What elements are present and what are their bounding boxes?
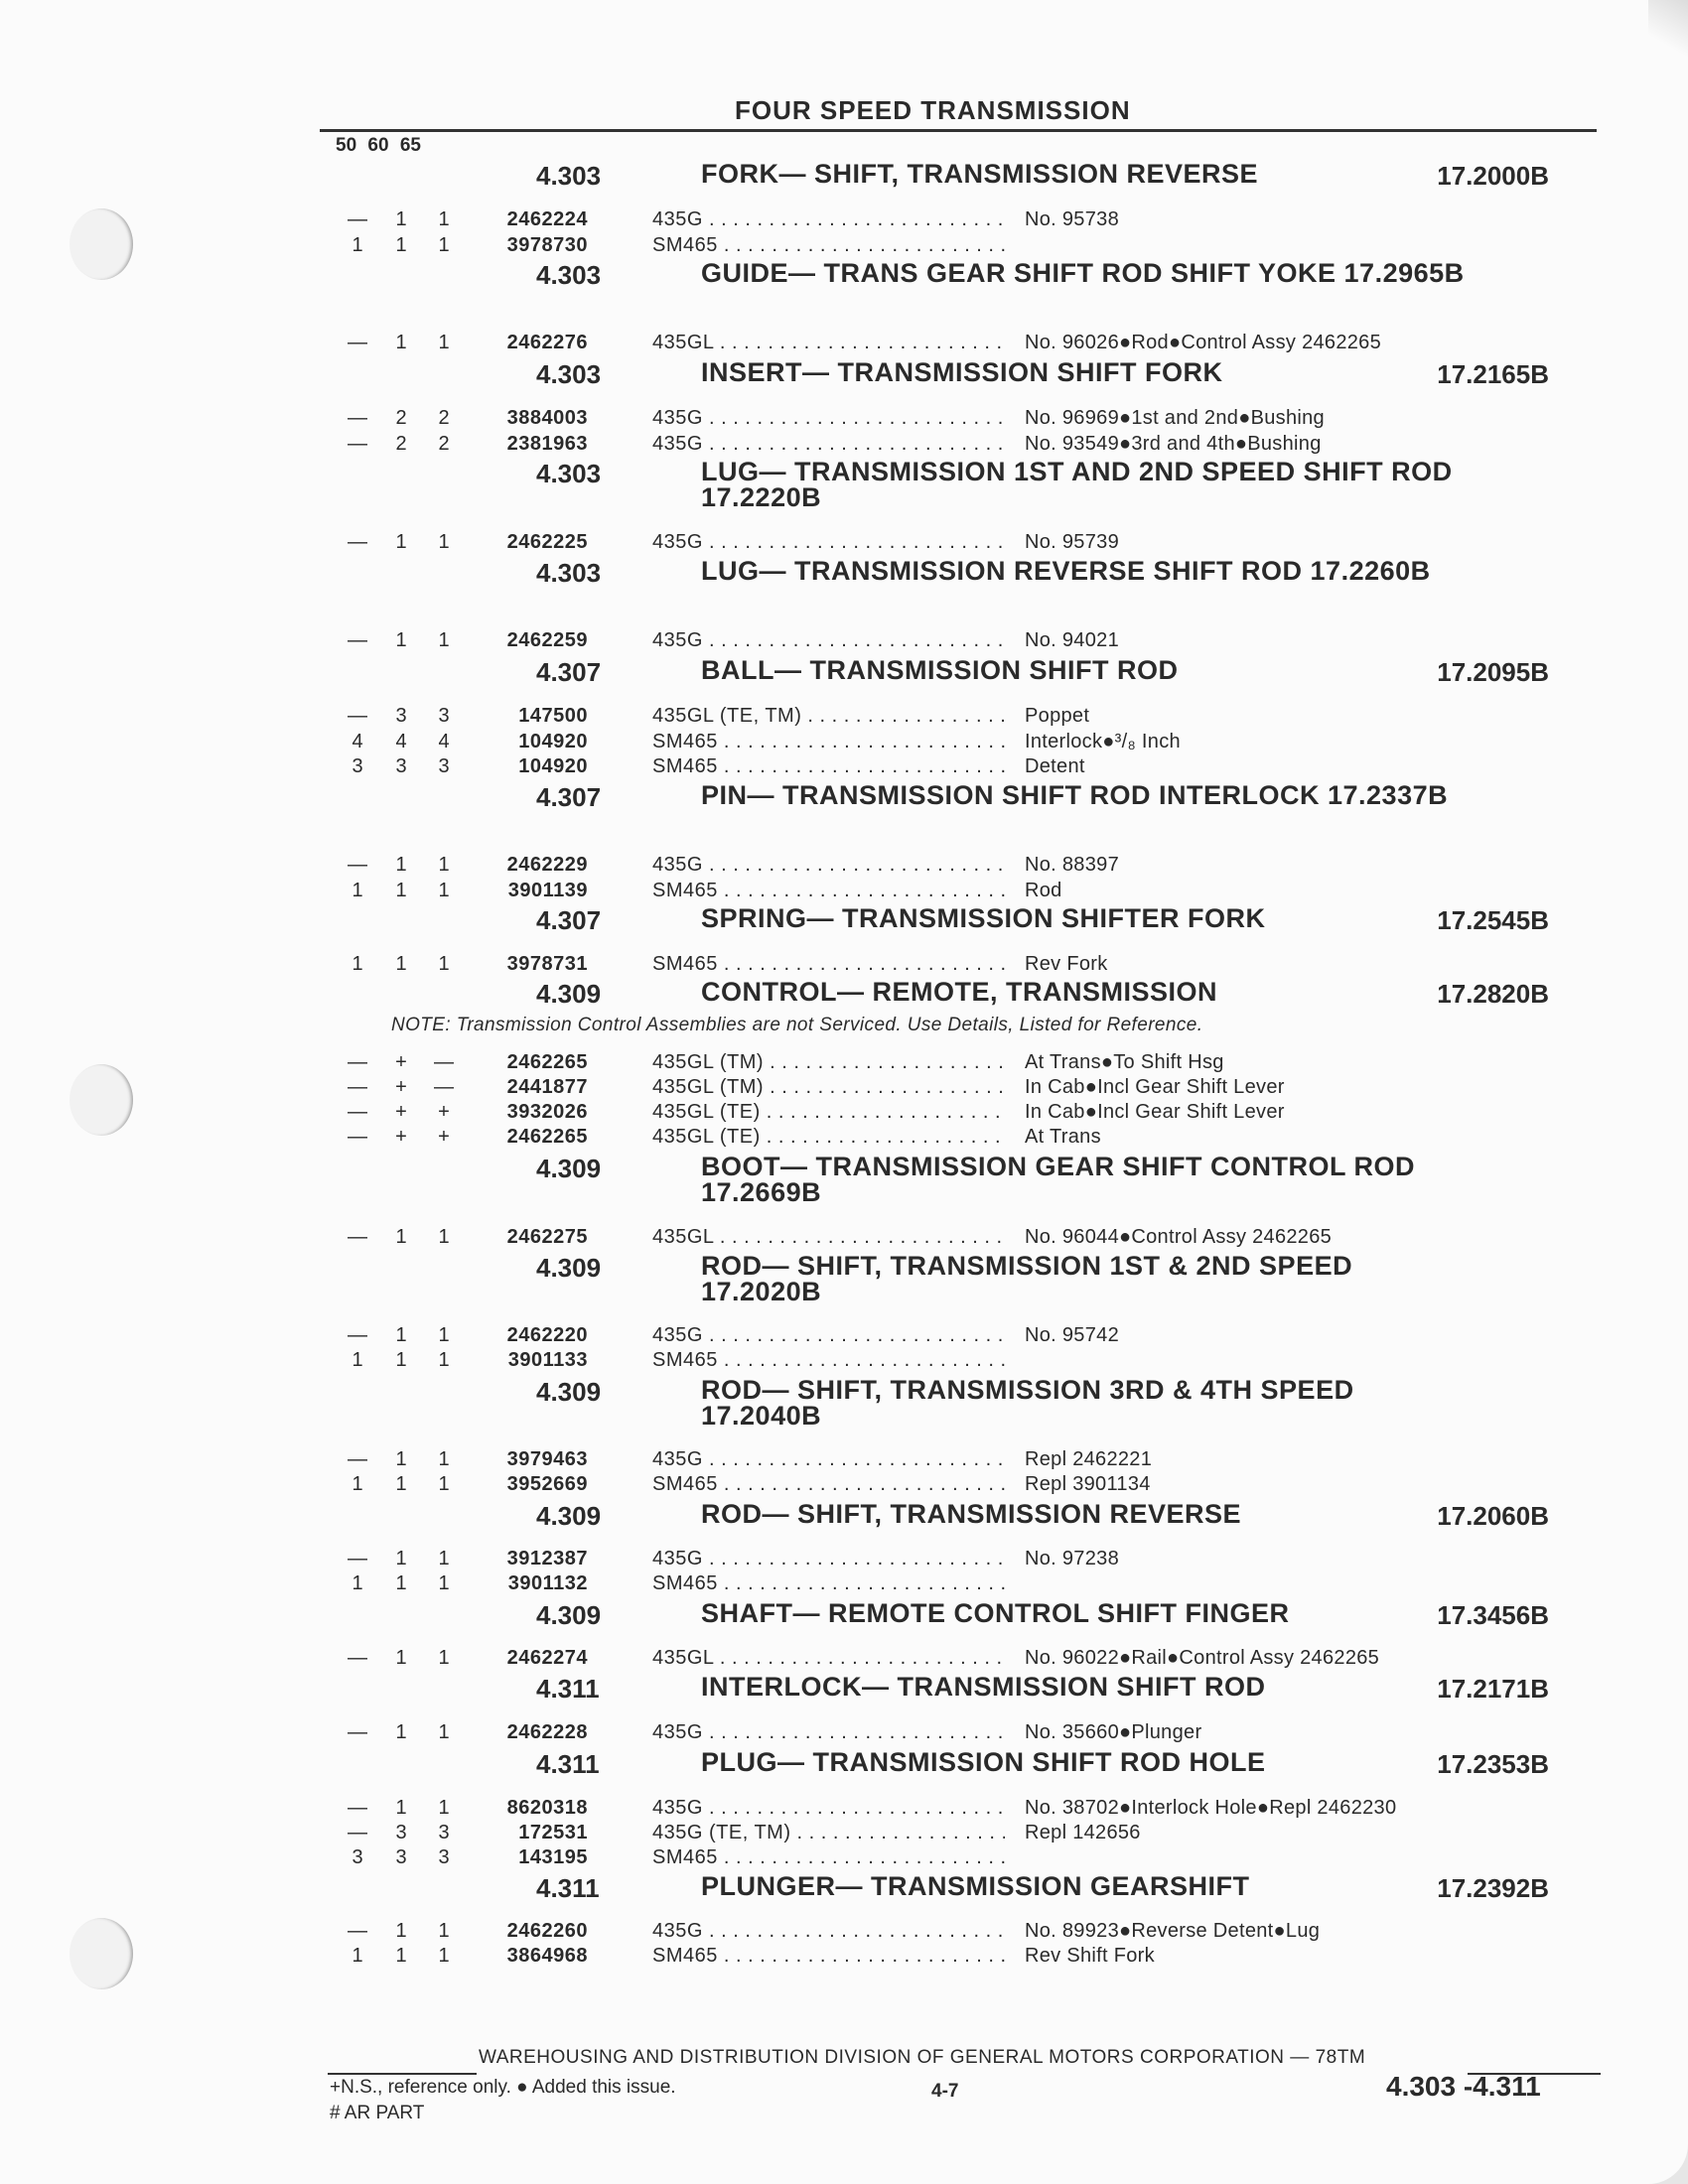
quantity-cell: 4 xyxy=(352,731,363,752)
part-number: 2462260 xyxy=(506,1920,588,1942)
quantity-cell: — xyxy=(348,1448,367,1470)
quantity-cell: 1 xyxy=(395,880,407,901)
part-description: Repl 142656 xyxy=(1025,1822,1141,1843)
quantity-cell: 1 xyxy=(438,1473,450,1495)
part-row xyxy=(0,433,1688,458)
model-application: SM465 . . . xyxy=(652,880,1005,902)
quantity-cell: + xyxy=(395,1051,407,1073)
part-description: No. 89923●Reverse Detent●Lug xyxy=(1025,1920,1321,1942)
quantity-cell: 1 xyxy=(352,1945,363,1967)
group-title: LUG— TRANSMISSION REVERSE SHIFT ROD 17.2260B xyxy=(701,556,1431,586)
quantity-cell: — xyxy=(348,1226,367,1248)
model-application: 435G . . . xyxy=(652,1324,1005,1347)
group-code: 17.2060B xyxy=(1437,1501,1549,1531)
group-title: INTERLOCK— TRANSMISSION SHIFT ROD xyxy=(701,1672,1266,1702)
footer-legend: # AR PART xyxy=(330,2103,425,2123)
model-application: SM465 . . . xyxy=(652,234,1005,257)
model-application: 435G . . . xyxy=(652,629,1005,652)
quantity-cell: 1 xyxy=(395,1473,407,1495)
part-number: 147500 xyxy=(518,705,588,727)
model-application: 435GL (TE) . . . xyxy=(652,1101,1005,1124)
quantity-cell: — xyxy=(348,531,367,553)
part-number: 104920 xyxy=(518,731,588,752)
model-application: 435GL (TE, TM) . . . xyxy=(652,705,1005,728)
part-number: 2462224 xyxy=(506,208,588,230)
quantity-cell: 1 xyxy=(395,1572,407,1594)
group-title: CONTROL— REMOTE, TRANSMISSION xyxy=(701,977,1217,1007)
part-row xyxy=(0,531,1688,556)
header-rule xyxy=(320,129,1597,132)
quantity-cell: — xyxy=(348,1548,367,1570)
part-number: 2462225 xyxy=(506,531,588,553)
quantity-cell: 1 xyxy=(438,1572,450,1594)
quantity-cell: 1 xyxy=(438,1324,450,1346)
quantity-cell: 1 xyxy=(438,629,450,651)
part-description: Poppet xyxy=(1025,705,1090,727)
part-row xyxy=(0,953,1688,978)
quantity-cell: 1 xyxy=(395,531,407,553)
quantity-cell: 1 xyxy=(352,880,363,901)
part-description: At Trans●To Shift Hsg xyxy=(1025,1051,1224,1073)
group-code: 17.3456B xyxy=(1437,1600,1549,1630)
group-title: ROD— SHIFT, TRANSMISSION 3RD & 4TH SPEED 17.2040B xyxy=(701,1375,1354,1431)
group-reference-number: 4.307 xyxy=(536,782,602,812)
part-row xyxy=(0,1448,1688,1473)
part-row xyxy=(0,629,1688,654)
quantity-cell: 1 xyxy=(395,953,407,975)
part-description: Detent xyxy=(1025,755,1085,777)
quantity-cell: — xyxy=(348,705,367,727)
group-reference-number: 4.309 xyxy=(536,1253,602,1283)
part-description: No. 95742 xyxy=(1025,1324,1119,1346)
part-row xyxy=(0,731,1688,755)
group-code: 17.2095B xyxy=(1437,657,1549,687)
part-row xyxy=(0,1349,1688,1374)
quantity-cell: 1 xyxy=(438,1647,450,1669)
model-application: 435GL . . . xyxy=(652,1226,1005,1249)
group-reference-number: 4.309 xyxy=(536,1377,602,1407)
part-number: 3901132 xyxy=(507,1572,588,1594)
part-number: 172531 xyxy=(518,1822,588,1843)
quantity-cell: 1 xyxy=(395,332,407,353)
group-title: SHAFT— REMOTE CONTROL SHIFT FINGER xyxy=(701,1598,1290,1628)
quantity-cell: — xyxy=(348,208,367,230)
group-reference-number: 4.303 xyxy=(536,558,602,588)
part-row xyxy=(0,1473,1688,1498)
model-application: SM465 . . . xyxy=(652,953,1005,976)
part-number: 2462259 xyxy=(506,629,588,651)
group-reference-number: 4.311 xyxy=(536,1873,600,1903)
model-application: 435G . . . xyxy=(652,854,1005,877)
quantity-cell: — xyxy=(348,332,367,353)
quantity-cell: 1 xyxy=(352,1473,363,1495)
part-description: No. 97238 xyxy=(1025,1548,1119,1570)
model-application: SM465 . . . xyxy=(652,731,1005,753)
part-row xyxy=(0,854,1688,879)
quantity-cell: 2 xyxy=(438,407,450,429)
quantity-cell: 1 xyxy=(438,1721,450,1743)
group-code: 17.2165B xyxy=(1437,359,1549,389)
group-title: INSERT— TRANSMISSION SHIFT FORK xyxy=(701,357,1223,387)
part-description: No. 96026●Rod●Control Assy 2462265 xyxy=(1025,332,1382,353)
part-description: In Cab●Incl Gear Shift Lever xyxy=(1025,1101,1285,1123)
group-reference-number: 4.303 xyxy=(536,359,602,389)
group-title: SPRING— TRANSMISSION SHIFTER FORK xyxy=(701,903,1266,933)
part-description: No. 95739 xyxy=(1025,531,1119,553)
quantity-cell: 1 xyxy=(438,854,450,876)
footer-legend: +N.S., reference only. ● Added this issue. xyxy=(330,2077,676,2098)
quantity-cell: 3 xyxy=(352,1846,363,1868)
part-number: 2441877 xyxy=(506,1076,588,1098)
quantity-cell: — xyxy=(348,1647,367,1669)
part-description: No. 93549●3rd and 4th●Bushing xyxy=(1025,433,1322,455)
part-row xyxy=(0,1822,1688,1846)
part-number: 3952669 xyxy=(506,1473,588,1495)
part-row xyxy=(0,1846,1688,1871)
part-description: No. 88397 xyxy=(1025,854,1119,876)
model-application: SM465 . . . xyxy=(652,755,1005,778)
part-number: 104920 xyxy=(518,755,588,777)
part-description: No. 96022●Rail●Control Assy 2462265 xyxy=(1025,1647,1380,1669)
model-application: 435GL . . . xyxy=(652,332,1005,354)
group-reference-number: 4.303 xyxy=(536,459,602,488)
part-row xyxy=(0,208,1688,233)
part-row xyxy=(0,1324,1688,1349)
quantity-cell: 1 xyxy=(438,1920,450,1942)
quantity-cell: 1 xyxy=(438,531,450,553)
part-row xyxy=(0,1101,1688,1126)
page-title: FOUR SPEED TRANSMISSION xyxy=(735,95,1131,125)
quantity-cell: 1 xyxy=(438,1448,450,1470)
part-row xyxy=(0,880,1688,904)
part-description: No. 35660●Plunger xyxy=(1025,1721,1202,1743)
part-row xyxy=(0,1076,1688,1101)
group-reference-number: 4.303 xyxy=(536,161,602,191)
part-description: No. 95738 xyxy=(1025,208,1119,230)
part-number: 2462265 xyxy=(506,1126,588,1148)
model-application: SM465 . . . xyxy=(652,1473,1005,1496)
model-application: 435GL . . . xyxy=(652,1647,1005,1670)
quantity-cell: 1 xyxy=(438,880,450,901)
part-row xyxy=(0,1945,1688,1970)
model-application: SM465 . . . xyxy=(652,1349,1005,1372)
quantity-cell: 1 xyxy=(395,854,407,876)
part-description: No. 96044●Control Assy 2462265 xyxy=(1025,1226,1333,1248)
page-range: 4.303 -4.311 xyxy=(1386,2071,1541,2102)
quantity-cell: — xyxy=(348,433,367,455)
model-application: 435G . . . xyxy=(652,1548,1005,1570)
group-code: 17.2820B xyxy=(1437,979,1549,1009)
model-application: 435G (TE, TM) . . . xyxy=(652,1822,1005,1844)
quantity-cell: — xyxy=(434,1076,454,1098)
group-title: FORK— SHIFT, TRANSMISSION REVERSE xyxy=(701,159,1259,189)
part-row xyxy=(0,1572,1688,1597)
part-row xyxy=(0,1548,1688,1572)
quantity-cell: — xyxy=(348,629,367,651)
part-number: 3978731 xyxy=(506,953,588,975)
quantity-cell: — xyxy=(348,1101,367,1123)
group-reference-number: 4.309 xyxy=(536,979,602,1009)
group-title: BOOT— TRANSMISSION GEAR SHIFT CONTROL ROD 17.2669B xyxy=(701,1152,1416,1207)
group-reference-number: 4.309 xyxy=(536,1154,602,1183)
part-description: No. 94021 xyxy=(1025,629,1119,651)
quantity-cell: 3 xyxy=(438,755,450,777)
quantity-cell: 4 xyxy=(395,731,407,752)
quantity-cell: 1 xyxy=(438,332,450,353)
group-title: GUIDE— TRANS GEAR SHIFT ROD SHIFT YOKE 17.2965B xyxy=(701,258,1465,288)
quantity-cell: + xyxy=(395,1101,407,1123)
part-number: 3978730 xyxy=(506,234,588,256)
quantity-cell: 1 xyxy=(352,1349,363,1371)
quantity-cell: — xyxy=(348,854,367,876)
page-curl xyxy=(1648,0,1688,60)
part-row xyxy=(0,1797,1688,1822)
quantity-cell: — xyxy=(348,1797,367,1819)
group-reference-number: 4.309 xyxy=(536,1501,602,1531)
part-number: 3932026 xyxy=(506,1101,588,1123)
part-description: At Trans xyxy=(1025,1126,1101,1148)
quantity-cell: 1 xyxy=(438,1349,450,1371)
quantity-cell: — xyxy=(348,407,367,429)
part-number: 2462265 xyxy=(506,1051,588,1073)
model-application: 435G . . . xyxy=(652,1448,1005,1471)
part-description: No. 38702●Interlock Hole●Repl 2462230 xyxy=(1025,1797,1397,1819)
group-title: LUG— TRANSMISSION 1ST AND 2ND SPEED SHIFT ROD 17.2220B xyxy=(701,457,1453,512)
model-application: 435G . . . xyxy=(652,407,1005,430)
group-code: 17.2545B xyxy=(1437,905,1549,935)
quantity-cell: — xyxy=(348,1051,367,1073)
part-row xyxy=(0,1126,1688,1151)
part-description: Repl 3901134 xyxy=(1025,1473,1151,1495)
group-title: PLUNGER— TRANSMISSION GEARSHIFT xyxy=(701,1871,1250,1901)
quantity-cell: + xyxy=(438,1126,450,1148)
quantity-cell: 1 xyxy=(395,629,407,651)
footer-division: WAREHOUSING AND DISTRIBUTION DIVISION OF GENERAL MOTORS CORPORATION — 78TM xyxy=(479,2047,1366,2068)
quantity-cell: 2 xyxy=(395,407,407,429)
quantity-cell: 3 xyxy=(438,705,450,727)
model-application: 435G . . . xyxy=(652,1920,1005,1943)
quantity-cell: 1 xyxy=(395,1226,407,1248)
group-code: 17.2353B xyxy=(1437,1749,1549,1779)
part-row xyxy=(0,407,1688,432)
quantity-cell: 1 xyxy=(438,208,450,230)
group-reference-number: 4.311 xyxy=(536,1749,600,1779)
group-reference-number: 4.307 xyxy=(536,905,602,935)
quantity-cell: — xyxy=(434,1051,454,1073)
part-row xyxy=(0,1721,1688,1746)
model-application: 435GL (TM) . . . xyxy=(652,1051,1005,1074)
part-number: 2462275 xyxy=(506,1226,588,1248)
quantity-cell: 1 xyxy=(395,1920,407,1942)
group-reference-number: 4.307 xyxy=(536,657,602,687)
part-description: Rev Fork xyxy=(1025,953,1108,975)
quantity-cell: 1 xyxy=(395,1721,407,1743)
model-application: 435G . . . xyxy=(652,531,1005,554)
group-title: ROD— SHIFT, TRANSMISSION REVERSE xyxy=(701,1499,1242,1529)
quantity-cell: 2 xyxy=(395,433,407,455)
footer-rule xyxy=(328,2073,477,2075)
quantity-cell: 1 xyxy=(438,1548,450,1570)
quantity-cell: 1 xyxy=(395,208,407,230)
quantity-cell: 1 xyxy=(352,234,363,256)
quantity-cell: 1 xyxy=(438,953,450,975)
quantity-cell: — xyxy=(348,1324,367,1346)
page-number: 4-7 xyxy=(931,2081,959,2102)
quantity-cell: 3 xyxy=(352,755,363,777)
part-description: Repl 2462221 xyxy=(1025,1448,1153,1470)
quantity-cell: 4 xyxy=(438,731,450,752)
quantity-column-header: 50 60 65 xyxy=(336,135,421,156)
quantity-cell: 3 xyxy=(395,705,407,727)
model-application: 435G . . . xyxy=(652,1721,1005,1744)
part-description: Rev Shift Fork xyxy=(1025,1945,1155,1967)
part-number: 2462229 xyxy=(506,854,588,876)
quantity-cell: 1 xyxy=(395,234,407,256)
quantity-cell: 1 xyxy=(395,1647,407,1669)
part-number: 143195 xyxy=(518,1846,588,1868)
group-code: 17.2171B xyxy=(1437,1674,1549,1704)
quantity-cell: 1 xyxy=(352,1572,363,1594)
part-description: Rod xyxy=(1025,880,1062,901)
part-number: 8620318 xyxy=(506,1797,588,1819)
model-application: 435GL (TE) . . . xyxy=(652,1126,1005,1149)
quantity-cell: 1 xyxy=(395,1945,407,1967)
quantity-cell: 3 xyxy=(395,1822,407,1843)
model-application: 435G . . . xyxy=(652,433,1005,456)
quantity-cell: 3 xyxy=(438,1846,450,1868)
part-description: Interlock●³/₈ Inch xyxy=(1025,731,1181,752)
group-reference-number: 4.309 xyxy=(536,1600,602,1630)
control-note: NOTE: Transmission Control Assemblies are not Serviced. Use Details, Listed for Reference. xyxy=(391,1015,1203,1035)
part-number: 2462274 xyxy=(506,1647,588,1669)
part-number: 3884003 xyxy=(506,407,588,429)
model-application: 435GL (TM) . . . xyxy=(652,1076,1005,1099)
part-row xyxy=(0,705,1688,730)
quantity-cell: — xyxy=(348,1920,367,1942)
part-row xyxy=(0,1226,1688,1251)
group-title: BALL— TRANSMISSION SHIFT ROD xyxy=(701,655,1179,685)
quantity-cell: + xyxy=(395,1076,407,1098)
model-application: SM465 . . . xyxy=(652,1572,1005,1595)
part-description: In Cab●Incl Gear Shift Lever xyxy=(1025,1076,1285,1098)
quantity-cell: 1 xyxy=(395,1797,407,1819)
quantity-cell: 1 xyxy=(395,1349,407,1371)
part-number: 3979463 xyxy=(506,1448,588,1470)
quantity-cell: 1 xyxy=(352,953,363,975)
quantity-cell: 2 xyxy=(438,433,450,455)
quantity-cell: 1 xyxy=(395,1324,407,1346)
group-reference-number: 4.303 xyxy=(536,260,602,290)
quantity-cell: — xyxy=(348,1822,367,1843)
part-row xyxy=(0,1051,1688,1076)
part-number: 2381963 xyxy=(506,433,588,455)
model-application: SM465 . . . xyxy=(652,1846,1005,1869)
quantity-cell: + xyxy=(395,1126,407,1148)
part-row xyxy=(0,1647,1688,1672)
group-title: PLUG— TRANSMISSION SHIFT ROD HOLE xyxy=(701,1747,1266,1777)
part-row xyxy=(0,1920,1688,1945)
part-row xyxy=(0,332,1688,356)
part-number: 2462276 xyxy=(506,332,588,353)
quantity-cell: + xyxy=(438,1101,450,1123)
group-title: ROD— SHIFT, TRANSMISSION 1ST & 2ND SPEED 17.2020B xyxy=(701,1251,1353,1306)
quantity-cell: 3 xyxy=(395,755,407,777)
quantity-cell: 1 xyxy=(438,1945,450,1967)
quantity-cell: 1 xyxy=(438,1226,450,1248)
group-title: PIN— TRANSMISSION SHIFT ROD INTERLOCK 17.2337B xyxy=(701,780,1449,810)
model-application: SM465 . . . xyxy=(652,1945,1005,1968)
group-reference-number: 4.311 xyxy=(536,1674,600,1704)
part-number: 3901133 xyxy=(507,1349,588,1371)
group-code: 17.2392B xyxy=(1437,1873,1549,1903)
quantity-cell: — xyxy=(348,1126,367,1148)
part-description: No. 96969●1st and 2nd●Bushing xyxy=(1025,407,1325,429)
group-code: 17.2000B xyxy=(1437,161,1549,191)
quantity-cell: 3 xyxy=(395,1846,407,1868)
quantity-cell: 1 xyxy=(438,234,450,256)
part-row xyxy=(0,234,1688,259)
model-application: 435G . . . xyxy=(652,1797,1005,1820)
part-number: 3912387 xyxy=(506,1548,588,1570)
quantity-cell: — xyxy=(348,1721,367,1743)
quantity-cell: 1 xyxy=(438,1797,450,1819)
part-number: 2462220 xyxy=(506,1324,588,1346)
model-application: 435G . . . xyxy=(652,208,1005,231)
part-row xyxy=(0,755,1688,780)
part-number: 2462228 xyxy=(506,1721,588,1743)
quantity-cell: — xyxy=(348,1076,367,1098)
quantity-cell: 1 xyxy=(395,1548,407,1570)
quantity-cell: 1 xyxy=(395,1448,407,1470)
part-number: 3901139 xyxy=(507,880,588,901)
quantity-cell: 3 xyxy=(438,1822,450,1843)
part-number: 3864968 xyxy=(506,1945,588,1967)
